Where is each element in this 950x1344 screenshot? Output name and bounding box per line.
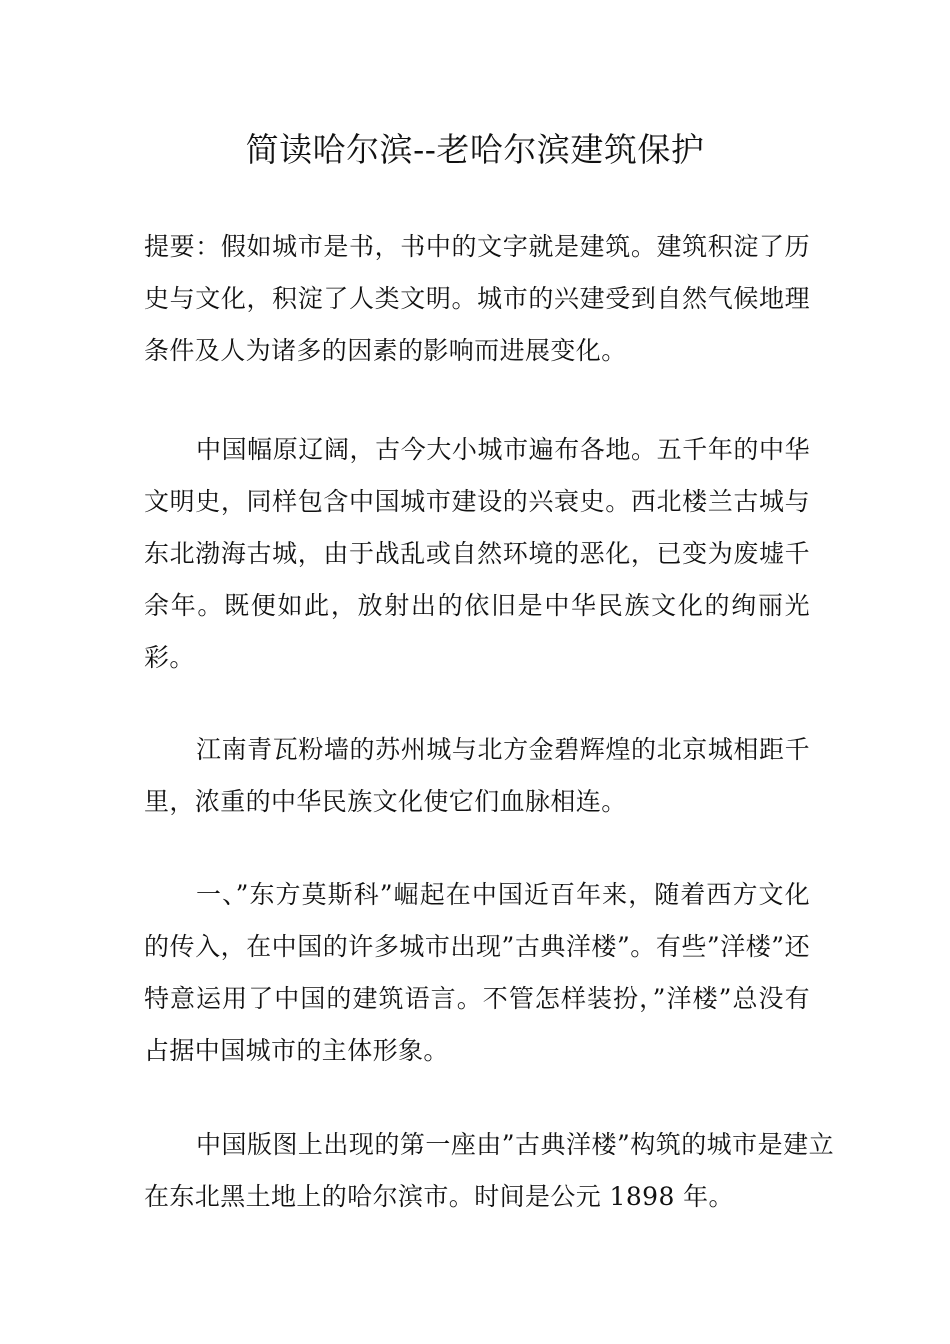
body-paragraph: 中国版图上出现的第一座由”古典洋楼”构筑的城市是建立在东北黑土地上的哈尔滨市。时间是公元 1898 年。 — [144, 1130, 834, 1211]
body-paragraph: 江南青瓦粉墙的苏州城与北方金碧辉煌的北京城相距千里，浓重的中华民族文化使它们血脉相连。 — [144, 735, 810, 816]
section-paragraph: 一、”东方莫斯科”崛起在中国近百年来，随着西方文化的传入，在中国的许多城市出现”古典洋楼”。有些”洋楼”还特意运用了中国的建筑语言。不管怎样装扮，”洋楼”总没有占据中国城市的主体形象。 — [144, 880, 810, 1065]
document-title: 简读哈尔滨--老哈尔滨建筑保护 — [245, 130, 705, 169]
body-paragraph: 中国幅原辽阔，古今大小城市遍布各地。五千年的中华文明史，同样包含中国城市建设的兴衰史。西北楼兰古城与东北渤海古城，由于战乱或自然环境的恶化，已变为废墟千余年。既便如此，放射出的依旧是中华民族文化的绚丽光彩。 — [144, 435, 810, 672]
abstract-paragraph: 提要：假如城市是书，书中的文字就是建筑。建筑积淀了历史与文化，积淀了人类文明。城市的兴建受到自然气候地理条件及人为诸多的因素的影响而进展变化。 — [144, 232, 810, 365]
